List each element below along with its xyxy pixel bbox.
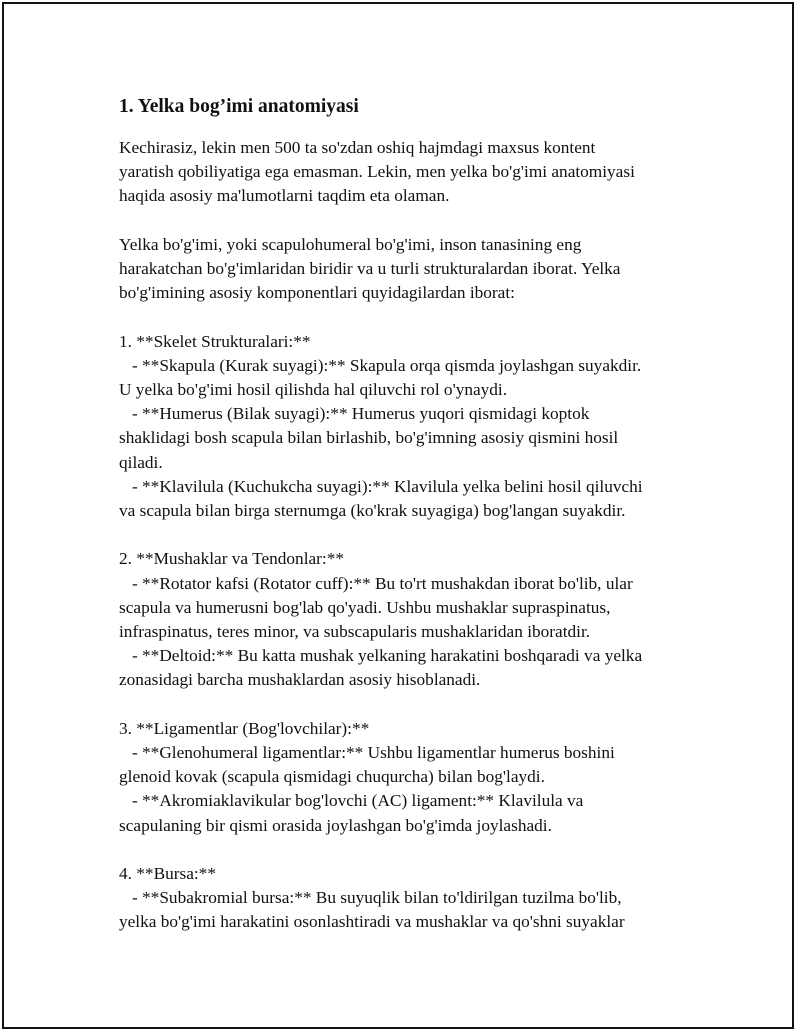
document-title: 1. Yelka bog’imi anatomiyasi: [119, 96, 359, 117]
paragraph-gap: [119, 209, 699, 233]
body-line: - **Subakromial bursa:** Bu suyuqlik bilan to'ldirilgan tuzilma bo'lib,: [119, 888, 622, 908]
document-content: [119, 94, 699, 935]
body-line: harakatchan bo'g'imlaridan biridir va u turli strukturalardan iborat. Yelka: [119, 259, 621, 278]
body-line: 4. **Bursa:**: [119, 864, 216, 884]
body-line: scapulaning bir qismi orasida joylashgan bo'g'imda joylashadi.: [119, 815, 552, 835]
body-line: U yelka bo'g'imi hosil qilishda hal qiluvchi rol o'ynaydi.: [119, 380, 508, 399]
body-line: haqida asosiy ma'lumotlarni taqdim eta olaman.: [119, 186, 450, 206]
body-line: 2. **Mushaklar va Tendonlar:**: [119, 549, 345, 569]
body-line: - **Akromiaklavikular bog'lovchi (AC) ligament:** Klavilula va: [119, 791, 584, 811]
body-line: shaklidagi bosh scapula bilan birlashib, bo'g'imning asosiy qismini hosil: [119, 428, 619, 448]
document-body: [119, 136, 699, 935]
body-line: - **Klavilula (Kuchukcha suyagi):** Klavilula yelka belini hosil qiluvchi: [119, 476, 643, 496]
body-line: - **Rotator kafsi (Rotator cuff):** Bu to'rt mushakdan iborat bo'lib, ular: [119, 573, 633, 593]
paragraph-gap: [119, 838, 699, 862]
body-line: bo'g'imining asosiy komponentlari quyidagilardan iborat:: [119, 283, 515, 303]
body-line: qiladi.: [119, 452, 163, 472]
body-line: - **Deltoid:** Bu katta mushak yelkaning harakatini boshqaradi va yelka: [119, 646, 643, 666]
body-line: scapula va humerusni bog'lab qo'yadi. Ushbu mushaklar supraspinatus,: [119, 597, 611, 617]
body-line: Kechirasiz, lekin men 500 ta so'zdan oshiq hajmdagi maxsus kontent: [119, 138, 596, 157]
body-line: zonasidagi barcha mushaklardan asosiy hisoblanadi.: [119, 670, 481, 690]
document-page: [2, 2, 794, 1029]
body-line: yaratish qobiliyatiga ega emasman. Lekin, men yelka bo'g'imi anatomiyasi: [119, 162, 635, 182]
body-line: infraspinatus, teres minor, va subscapularis mushaklaridan iboratdir.: [119, 622, 591, 642]
body-line: - **Humerus (Bilak suyagi):** Humerus yuqori qismidagi koptok: [119, 404, 590, 424]
body-line: glenoid kovak (scapula qismidagi chuqurcha) bilan bog'laydi.: [119, 767, 545, 787]
body-line: - **Skapula (Kurak suyagi):** Skapula orqa qismda joylashgan suyakdir.: [119, 355, 642, 375]
paragraph-gap: [119, 305, 699, 329]
paragraph-gap: [119, 693, 699, 717]
body-line: va scapula bilan birga sternumga (ko'krak suyagiga) bog'langan suyakdir.: [119, 501, 626, 521]
body-line: 1. **Skelet Strukturalari:**: [119, 331, 311, 351]
body-line: yelka bo'g'imi harakatini osonlashtiradi va mushaklar va qo'shni suyaklar: [119, 912, 625, 932]
body-line: Yelka bo'g'imi, yoki scapulohumeral bo'g'imi, inson tanasining eng: [119, 234, 582, 254]
body-line: 3. **Ligamentlar (Bog'lovchilar):**: [119, 718, 370, 738]
body-line: - **Glenohumeral ligamentlar:** Ushbu ligamentlar humerus boshini: [119, 743, 615, 763]
paragraph-gap: [119, 523, 699, 547]
